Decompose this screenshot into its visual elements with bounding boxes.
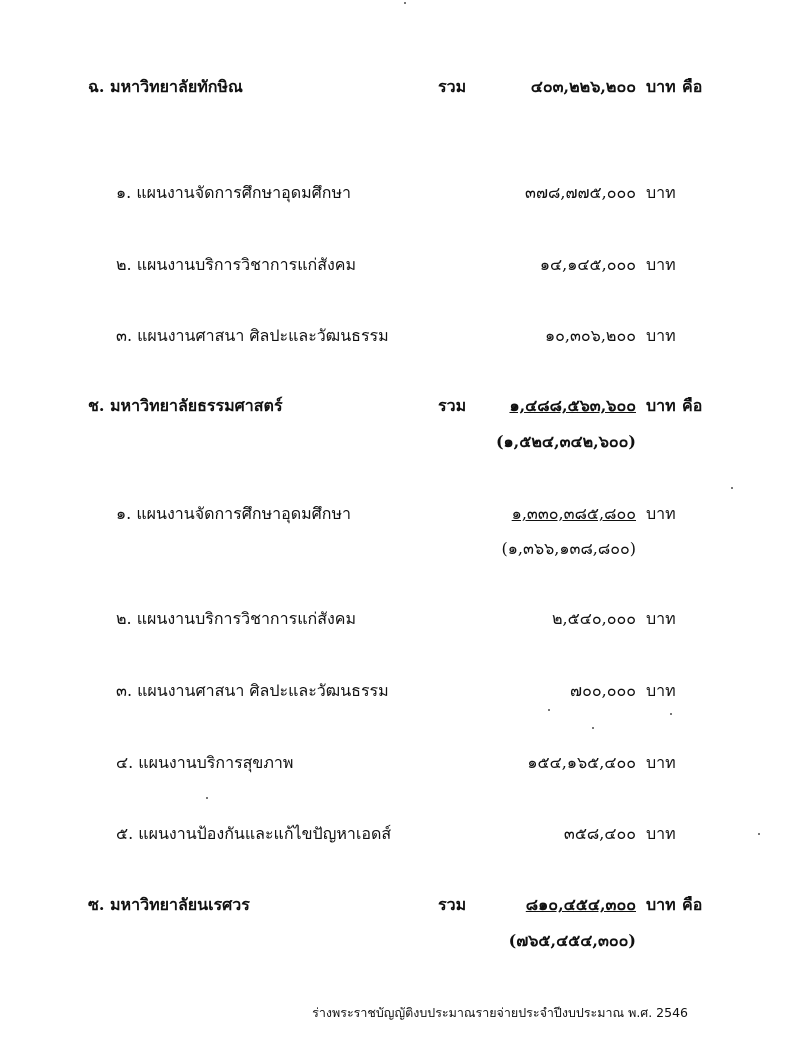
plan-item-amount: ๒,๕๔๐,๐๐๐ xyxy=(552,609,636,628)
scan-speck xyxy=(731,487,733,489)
plan-item-unit: บาท xyxy=(646,753,676,772)
section-original-amount: (๑,๕๒๔,๓๔๒,๖๐๐) xyxy=(495,432,636,451)
plan-item-unit: บาท xyxy=(646,326,676,345)
plan-item-label: ๓. แผนงานศาสนา ศิลปะและวัฒนธรรม xyxy=(116,326,389,345)
section-total-amount: ๘๑๐,๔๕๔,๓๐๐ xyxy=(525,895,636,914)
plan-item-unit: บาท xyxy=(646,609,676,628)
scan-speck xyxy=(758,833,760,835)
section-suffix: คือ xyxy=(682,895,703,914)
plan-item-amount: ๑๔,๑๔๕,๐๐๐ xyxy=(539,255,636,274)
section-heading-naresuan: ซ. มหาวิทยาลัยนเรศวร xyxy=(88,895,250,914)
section-sum-label: รวม xyxy=(438,77,467,96)
section-heading-thammasat: ช. มหาวิทยาลัยธรรมศาสตร์ xyxy=(88,396,283,415)
plan-item-original-amount: (๑,๓๖๖,๑๓๘,๘๐๐) xyxy=(501,539,636,558)
plan-item-amount: ๓๕๘,๔๐๐ xyxy=(563,824,636,843)
scan-speck xyxy=(592,727,594,729)
document-footer: ร่างพระราชบัญญัติงบประมาณรายจ่ายประจำปีงบประมาณ พ.ศ. 2546 xyxy=(312,1005,688,1020)
plan-item-label: ๒. แผนงานบริการวิชาการแก่สังคม xyxy=(116,609,357,628)
plan-item-amount: ๑,๓๓๐,๓๘๕,๘๐๐ xyxy=(511,504,636,523)
plan-item-unit: บาท xyxy=(646,255,676,274)
section-original-amount: (๗๖๕,๔๕๔,๓๐๐) xyxy=(508,931,636,950)
plan-item-label: ๕. แผนงานป้องกันและแก้ไขปัญหาเอดส์ xyxy=(116,824,392,843)
scan-speck xyxy=(206,797,208,799)
section-unit: บาท xyxy=(646,895,676,914)
plan-item-label: ๑. แผนงานจัดการศึกษาอุดมศึกษา xyxy=(116,504,352,523)
plan-item-label: ๒. แผนงานบริการวิชาการแก่สังคม xyxy=(116,255,357,274)
plan-item-amount: ๓๗๘,๗๗๕,๐๐๐ xyxy=(525,183,636,202)
scan-speck xyxy=(404,2,406,4)
section-sum-label: รวม xyxy=(438,396,467,415)
section-unit: บาท xyxy=(646,77,676,96)
plan-item-label: ๔. แผนงานบริการสุขภาพ xyxy=(116,753,294,772)
plan-item-label: ๑. แผนงานจัดการศึกษาอุดมศึกษา xyxy=(116,183,352,202)
plan-item-unit: บาท xyxy=(646,183,676,202)
scan-speck xyxy=(548,709,550,711)
plan-item-unit: บาท xyxy=(646,504,676,523)
plan-item-unit: บาท xyxy=(646,681,676,700)
plan-item-amount: ๗๐๐,๐๐๐ xyxy=(570,681,636,700)
section-suffix: คือ xyxy=(682,77,703,96)
section-total-amount: ๔๐๓,๒๒๖,๒๐๐ xyxy=(530,77,636,96)
section-unit: บาท xyxy=(646,396,676,415)
plan-item-label: ๓. แผนงานศาสนา ศิลปะและวัฒนธรรม xyxy=(116,681,389,700)
section-heading-thaksin: ฉ. มหาวิทยาลัยทักษิณ xyxy=(88,77,243,96)
section-suffix: คือ xyxy=(682,396,703,415)
section-total-amount: ๑,๔๘๘,๕๖๓,๖๐๐ xyxy=(509,396,636,415)
section-sum-label: รวม xyxy=(438,895,467,914)
plan-item-amount: ๑๕๔,๑๖๕,๔๐๐ xyxy=(527,753,636,772)
plan-item-amount: ๑๐,๓๐๖,๒๐๐ xyxy=(544,326,636,345)
plan-item-unit: บาท xyxy=(646,824,676,843)
scan-speck xyxy=(670,713,672,715)
